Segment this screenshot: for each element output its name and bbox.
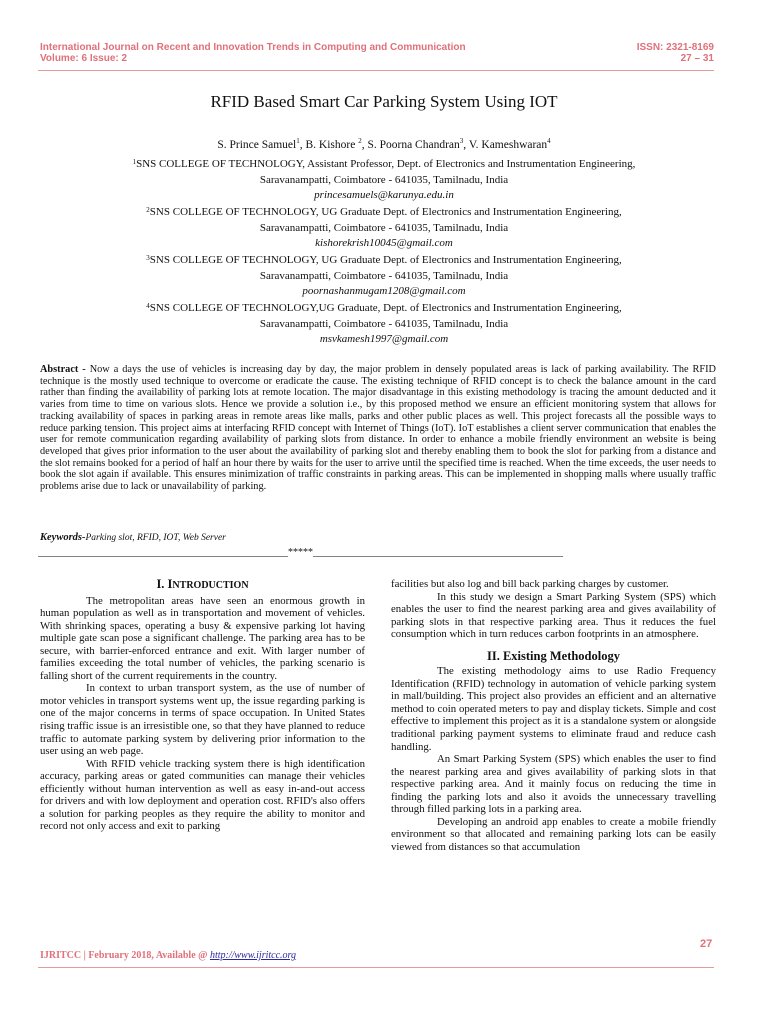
right-column (391, 578, 716, 853)
methodology-paragraph: The existing methodology aims to use Radio Frequency Identification (RFID) technology in automation of vehicle parking system in mall/building. This project also provides an efficient and an alternative method to coin operated meters to pay and display tickets. Simple and cost effective to implement this project as it is a standalone system or alongside traditional parking payment systems to eliminate fraud and reduce cash handling. (391, 665, 716, 753)
affiliation-address: Saravanampatti, Coimbatore - 641035, Tamilnadu, India (259, 269, 509, 282)
intro-continuation: facilities but also log and bill back parking charges by customer. (391, 578, 669, 590)
author-email: msvkamesh1997@gmail.com (319, 333, 449, 345)
footer (40, 950, 296, 961)
keywords (40, 532, 226, 543)
methodology-paragraph: Developing an android app enables to create a mobile friendly environment so that allocated and remaining parking lots can be easily viewed from distances so that accumulation (391, 815, 716, 853)
keywords-value: Parking slot, RFID, IOT, Web Server (85, 533, 226, 543)
affiliation-address: Saravanampatti, Coimbatore - 641035, Tamilnadu, India (259, 317, 509, 330)
author-sup: 4 (547, 137, 551, 145)
affiliation-line: SNS COLLEGE OF TECHNOLOGY, Assistant Professor, Dept. of Electronics and Instrumentation Engineering, (136, 158, 636, 170)
issn: ISSN: 2321-8169 (636, 42, 714, 53)
affiliation-2 (0, 205, 768, 252)
author-sup: 1 (296, 137, 300, 145)
affiliation-address: Saravanampatti, Coimbatore - 641035, Tamilnadu, India (259, 221, 509, 234)
author-name: S. Prince Samuel (217, 139, 297, 151)
affiliation-line: SNS COLLEGE OF TECHNOLOGY,UG Graduate, Dept. of Electronics and Instrumentation Engineering, (149, 302, 622, 314)
section-separator: __________________________________________________*****__________________________________________________ (38, 547, 563, 558)
existing-methodology-heading: II. Existing Methodology (486, 648, 620, 663)
affiliation-sup: 1 (132, 158, 137, 166)
author-name: V. Kameshwaran (468, 139, 548, 151)
author-name: B. Kishore (305, 139, 359, 151)
author-list: S. Prince Samuel$^1$, B. Kishore $^2$, S. Poorna Chandran$^3$, V. Kameshwaran$^4$ (217, 137, 551, 151)
affiliation-address: Saravanampatti, Coimbatore - 641035, Tamilnadu, India (259, 173, 509, 186)
author-sup: 2 (358, 137, 362, 145)
left-column (40, 578, 365, 833)
intro-paragraph: In context to urban transport system, as the use of number of motor vehicles in transport systems went up, the issue regarding parking is one of the major concerns in terms of space occupation. In United States rising traffic issue is an irresistible one, so that they have planned to reduce traffic to automate parking system by delivering prior information to the user using an web page. (40, 682, 365, 758)
affiliation-line: SNS COLLEGE OF TECHNOLOGY, UG Graduate Dept. of Electronics and Instrumentation Engineering, (149, 254, 622, 266)
footer-text: IJRITCC | February 2018, Available @ (40, 950, 210, 961)
author-email: kishorekrish10045@gmail.com (315, 237, 453, 249)
footer-rule (38, 967, 714, 968)
abstract-label: Abstract - (40, 364, 90, 375)
intro-paragraph: With RFID vehicle tracking system there is high identification accuracy, parking areas or gated communities can manage their vehicles efficiently without human intervention as well as easy in-and-out access for drivers and with low deployment and operation cost. RFID's also offers a solution for parking peoples as they require the ability to monitor and record not only access and exit to parking (40, 757, 365, 833)
affiliation-sup: 4 (146, 302, 150, 310)
abstract (40, 364, 716, 493)
keywords-label: Keywords- (40, 532, 86, 543)
page-number: 27 (700, 938, 713, 950)
affiliation-line: SNS COLLEGE OF TECHNOLOGY, UG Graduate Dept. of Electronics and Instrumentation Engineering, (149, 206, 622, 218)
methodology-paragraph: An Smart Parking System (SPS) which enables the user to find the nearest parking area and gives availability of parking slots in that respective parking area. And it mainly focus on reducing the time in finding the parking lots and also it avoids the unnecessary travelling through filled parking lots in a parking area. (391, 753, 716, 816)
header-rule (38, 70, 714, 71)
page-range: 27 – 31 (680, 53, 714, 64)
affiliation-sup: 3 (146, 254, 150, 262)
affiliation-sup: 2 (146, 206, 150, 214)
intro-paragraph: In this study we design a Smart Parking System (SPS) which enables the user to find the nearest parking area and gives availability of parking slots in that respective parking area. Thus it reduces the fuel consumption which in turn reduces carbon footprints in an atmosphere. (391, 590, 716, 641)
affiliation-1 (0, 157, 768, 204)
paper-title: RFID Based Smart Car Parking System Using IOT (210, 92, 558, 111)
abstract-text: Now a days the use of vehicles is increasing day by day, the major problem in densely populated areas is lack of parking availability. The RFID technique is the mostly used technique to overcome or eradicate the cause. The existing technique of RFID concept is to check the balance amount in the card rather than finding the availability of parking lots at remote location. The major disadvantage in this existing methodology is tracing the amount deducted and it varies from time to time on various slots. Hence we provide a solution i.e., by this proposed method we ensure an efficient monitoring system that allows for tracking availability of spaces in parking areas in remote areas like malls, parks and other public places as well. This project forecasts all the possible ways to reduce parking tension. This project aims at interfacing RFID concept with Internet of Things (IoT). IoT establishes a client server communication that enables the user for remote communication regarding availability of parking slots from distance. In order to enhance a mobile friendly environment an website is being developed that gives prior information to the user about the availability of parking slot and thereby enabling them to book the slot for parking from a distance and the slot remains booked for a period of half an hour there by waits for the user to arrive until the specified time is reached. When the time exceeds, the user needs to book the slot again if available. This ensures minimization of traffic constraints in parking areas. This can be implemented in shopping malls where usually traffic problems arise due to lack or unavailability of parking. (40, 364, 716, 493)
volume-issue: Volume: 6 Issue: 2 (40, 53, 128, 64)
author-sup: 3 (459, 137, 464, 145)
journal-name: International Journal on Recent and Innovation Trends in Computing and Communication (40, 42, 466, 53)
author-email: princesamuels@karunya.edu.in (314, 189, 454, 201)
author-email: poornashanmugam1208@gmail.com (302, 285, 466, 297)
intro-heading: I. INTRODUCTION (156, 577, 249, 591)
author-name: S. Poorna Chandran (367, 139, 460, 151)
intro-paragraph: The metropolitan areas have seen an enormous growth in human population as well as in transportation and movement of vehicles. With shrinking spaces, operating a busy & expensive parking lot having multiple gate scan pose a significant challenge. The parking area has to be secure, with barrier-enforced entrance and exit. With larger number of families exceeding the total number of vehicles, the parking scenario is falling short of the current requirements in the country. (40, 594, 365, 682)
affiliation-4 (0, 301, 768, 348)
journal-link[interactable]: http://www.ijritcc.org (209, 950, 297, 961)
affiliation-3 (0, 253, 768, 300)
